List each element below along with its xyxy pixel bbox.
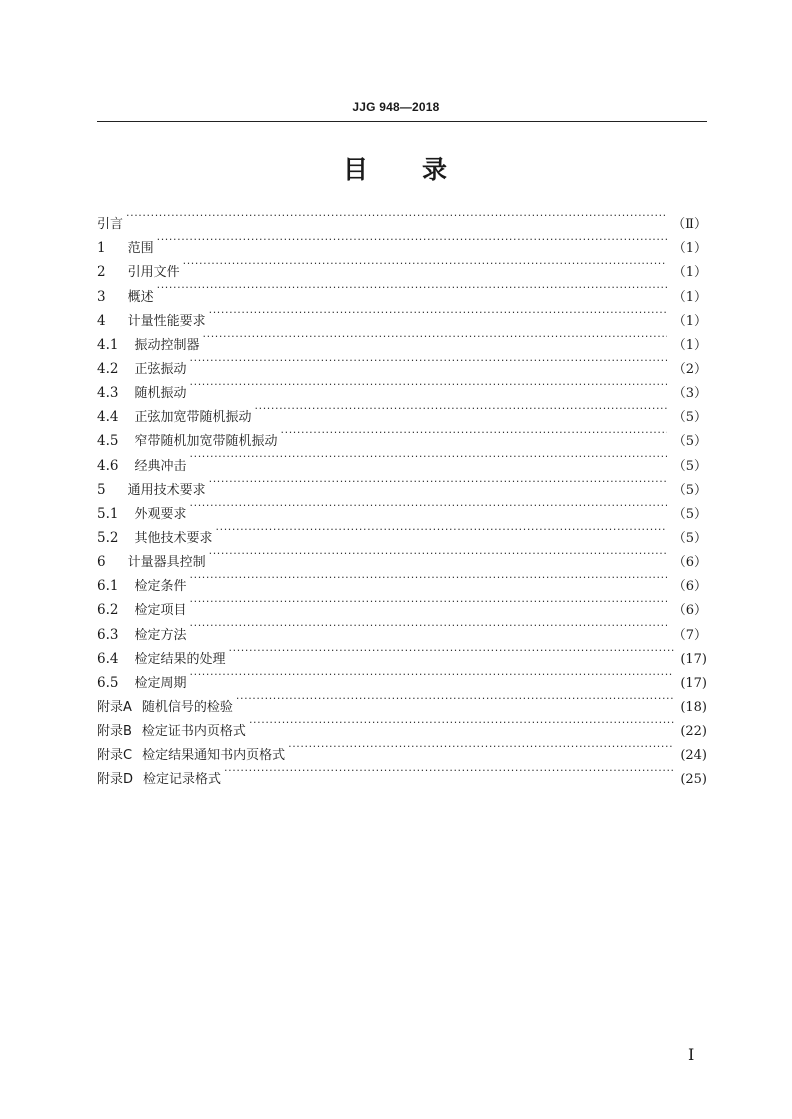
page-title — [0, 150, 792, 186]
toc-entry-number: 4.1 — [97, 336, 119, 353]
toc-entry-title: 检定周期 — [134, 675, 187, 691]
toc-entry-page: （Ⅱ） — [672, 217, 707, 233]
toc-entry[interactable] — [97, 228, 707, 257]
toc-entry[interactable] — [97, 614, 707, 643]
toc-dot-leader — [249, 711, 674, 735]
toc-dot-leader — [216, 518, 667, 542]
toc-entry-number: 6 — [97, 554, 106, 571]
toc-entry-title: 计量器具控制 — [127, 555, 206, 571]
toc-entry-page: (24) — [680, 748, 707, 764]
toc-entry-page: (17) — [680, 675, 707, 691]
toc-entry-number: 6.5 — [97, 674, 119, 691]
toc-dot-leader — [209, 470, 667, 494]
toc-entry-page: （5） — [672, 482, 707, 498]
toc-entry[interactable] — [97, 373, 707, 402]
toc-entry-number: 2 — [97, 264, 106, 281]
toc-entry[interactable] — [97, 276, 707, 305]
toc-entry-title: 正弦振动 — [134, 361, 187, 377]
toc-entry-title: 通用技术要求 — [127, 482, 206, 498]
toc-entry-page: （1） — [672, 265, 707, 281]
toc-entry-page: （1） — [672, 289, 707, 305]
title-char-1: 目 — [342, 155, 370, 184]
toc-entry-number: 4.3 — [97, 385, 119, 402]
toc-dot-leader — [190, 590, 667, 614]
toc-dot-leader — [157, 228, 667, 252]
toc-entry-page: （1） — [672, 241, 707, 257]
table-of-contents — [97, 204, 707, 788]
toc-entry[interactable] — [97, 252, 707, 281]
toc-entry-number: 5.2 — [97, 529, 119, 546]
toc-entry-page: （5） — [672, 434, 707, 450]
toc-entry-page: (18) — [680, 699, 707, 715]
toc-entry-title: 其他技术要求 — [134, 530, 213, 546]
toc-dot-leader — [157, 276, 667, 300]
title-char-2: 录 — [422, 155, 450, 184]
toc-entry-number: 5.1 — [97, 505, 119, 522]
toc-entry-title: 引言 — [97, 217, 124, 233]
toc-entry-number: 4.5 — [97, 433, 119, 450]
toc-entry-page: （5） — [672, 506, 707, 522]
toc-dot-leader — [281, 421, 667, 445]
toc-entry-title: 检定条件 — [134, 579, 187, 595]
toc-entry-page: （5） — [672, 410, 707, 426]
toc-entry-page: （6） — [672, 603, 707, 619]
toc-entry-page: （1） — [672, 313, 707, 329]
toc-dot-leader — [209, 542, 667, 566]
toc-entry-number: 附录D — [97, 772, 134, 788]
toc-entry-page: （1） — [672, 337, 707, 353]
toc-dot-leader — [190, 445, 667, 469]
toc-entry-number: 6.1 — [97, 578, 119, 595]
toc-entry[interactable] — [97, 397, 707, 426]
toc-entry-page: （5） — [672, 458, 707, 474]
toc-dot-leader — [236, 687, 674, 711]
toc-entry-page: (25) — [680, 772, 707, 788]
toc-entry-title: 概述 — [127, 289, 154, 305]
toc-entry-title: 计量性能要求 — [127, 313, 206, 329]
toc-entry-title: 正弦加宽带随机振动 — [134, 410, 252, 426]
toc-entry-title: 检定方法 — [134, 627, 187, 643]
toc-dot-leader — [190, 349, 667, 373]
toc-entry-number: 附录A — [97, 699, 132, 715]
toc-entry-page: （3） — [672, 386, 707, 402]
toc-entry-number: 4.4 — [97, 409, 119, 426]
toc-entry-number: 5 — [97, 481, 106, 498]
toc-entry-number: 6.3 — [97, 626, 119, 643]
document-code-header: JJG 948—2018 — [352, 100, 440, 114]
toc-entry-number: 6.2 — [97, 602, 119, 619]
toc-entry-number: 4.2 — [97, 360, 119, 377]
toc-entry-title: 随机信号的检验 — [141, 699, 233, 715]
toc-dot-leader — [190, 566, 667, 590]
toc-entry-page: （5） — [672, 530, 707, 546]
toc-entry[interactable] — [97, 518, 707, 546]
toc-entry-page: （6） — [672, 579, 707, 595]
toc-entry-title: 振动控制器 — [134, 337, 200, 353]
toc-entry[interactable] — [97, 301, 707, 329]
toc-entry-page: (22) — [680, 724, 707, 740]
toc-dot-leader — [190, 663, 675, 687]
toc-entry-number: 4.6 — [97, 457, 119, 474]
toc-entry-title: 检定项目 — [134, 603, 187, 619]
toc-entry-title: 检定记录格式 — [143, 772, 222, 788]
toc-entry-title: 检定证书内页格式 — [141, 724, 246, 740]
header-rule — [97, 121, 707, 122]
toc-entry[interactable] — [97, 470, 707, 498]
toc-entry-number: 4 — [97, 312, 106, 329]
page-number: I — [688, 1045, 695, 1064]
toc-entry-title: 外观要求 — [134, 506, 187, 522]
toc-dot-leader — [288, 735, 674, 759]
toc-dot-leader — [229, 639, 675, 663]
toc-entry[interactable] — [97, 590, 707, 619]
toc-entry[interactable] — [97, 687, 707, 715]
toc-entry-title: 窄带随机加宽带随机振动 — [134, 434, 278, 450]
toc-dot-leader — [224, 759, 674, 783]
toc-entry-page: (17) — [680, 651, 707, 667]
toc-entry-title: 引用文件 — [127, 265, 180, 281]
toc-dot-leader — [183, 252, 667, 276]
toc-entry-title: 经典冲击 — [134, 458, 187, 474]
toc-entry-title: 检定结果的处理 — [134, 651, 226, 667]
toc-entry-number: 1 — [97, 240, 106, 257]
toc-dot-leader — [209, 301, 667, 325]
toc-entry[interactable] — [97, 639, 707, 667]
toc-entry-number: 附录B — [97, 724, 132, 740]
toc-dot-leader — [190, 614, 667, 638]
toc-entry-page: （7） — [672, 627, 707, 643]
toc-dot-leader — [203, 325, 667, 349]
toc-entry-page: （2） — [672, 361, 707, 377]
toc-entry-number: 3 — [97, 288, 106, 305]
toc-entry[interactable] — [97, 204, 707, 233]
toc-dot-leader — [190, 373, 667, 397]
toc-entry-page: （6） — [672, 555, 707, 571]
toc-entry-number: 6.4 — [97, 650, 119, 667]
toc-entry-number: 附录C — [97, 748, 133, 764]
toc-entry-title: 范围 — [127, 241, 154, 257]
toc-entry-title: 检定结果通知书内页格式 — [142, 748, 286, 764]
toc-dot-leader — [255, 397, 667, 421]
toc-dot-leader — [126, 204, 666, 228]
toc-entry-title: 随机振动 — [134, 386, 187, 402]
toc-dot-leader — [190, 494, 667, 518]
